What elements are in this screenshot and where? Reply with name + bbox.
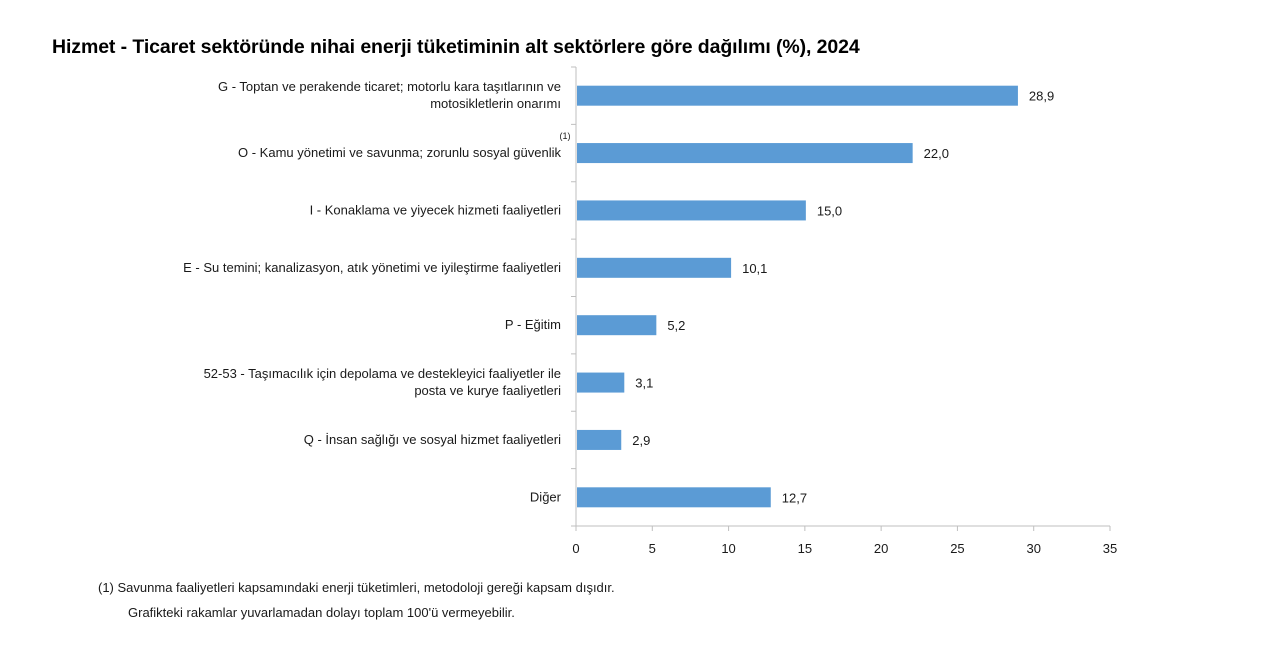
category-label: P - Eğitim	[504, 317, 561, 333]
bar	[577, 258, 731, 278]
data-label: 2,9	[632, 432, 651, 448]
bar	[577, 430, 621, 450]
category-label: G - Toptan ve perakende ticaret; motorlu kara taşıtlarının ve	[218, 79, 561, 95]
data-label: 22,0	[923, 146, 949, 162]
bar	[577, 315, 656, 335]
bar	[577, 200, 806, 220]
category-label: posta ve kurye faaliyetleri	[414, 383, 561, 399]
x-tick-label: 15	[797, 541, 813, 556]
data-label: 28,9	[1028, 88, 1055, 104]
category-label: I - Konaklama ve yiyecek hizmeti faaliyetleri	[309, 202, 561, 218]
x-tick-label: 25	[950, 541, 965, 556]
footnote-1: (1) Savunma faaliyetleri kapsamındaki enerji tüketimleri, metodoloji gereği kapsam dışıdır.	[98, 580, 615, 595]
chart-title: Hizmet - Ticaret sektöründe nihai enerji tüketiminin alt sektörlere göre dağılımı (%), 2024	[52, 36, 860, 58]
category-label: E - Su temini; kanalizasyon, atık yönetimi ve iyileştirme faaliyetleri	[183, 259, 561, 275]
data-label: 3,1	[635, 375, 654, 391]
bar	[577, 373, 624, 393]
x-tick-label: 35	[1102, 541, 1118, 556]
footnote-2: Grafikteki rakamlar yuvarlamadan dolayı toplam 100'ü vermeyebilir.	[128, 605, 515, 620]
bar	[577, 86, 1018, 106]
x-tick-label: 5	[648, 541, 656, 556]
data-label: 5,2	[667, 318, 686, 334]
category-label: motosikletlerin onarımı	[430, 96, 561, 112]
bar	[577, 143, 913, 163]
category-label: O - Kamu yönetimi ve savunma; zorunlu sosyal güvenlik	[238, 145, 561, 161]
category-label: 52-53 - Taşımacılık için depolama ve destekleyici faaliyetler ile	[203, 366, 561, 382]
data-label: 12,7	[781, 490, 808, 506]
x-tick-label: 10	[721, 541, 736, 556]
bar	[577, 487, 771, 507]
data-label: 15,0	[816, 203, 843, 219]
x-tick-label: 20	[873, 541, 889, 556]
x-tick-label: 0	[572, 541, 580, 556]
category-label: Diğer	[529, 489, 561, 505]
data-label: 10,1	[742, 260, 768, 276]
category-label: Q - İnsan sağlığı ve sosyal hizmet faaliyetleri	[303, 431, 561, 447]
x-tick-label: 30	[1026, 541, 1041, 556]
footnote-marker: (1)	[559, 131, 571, 142]
